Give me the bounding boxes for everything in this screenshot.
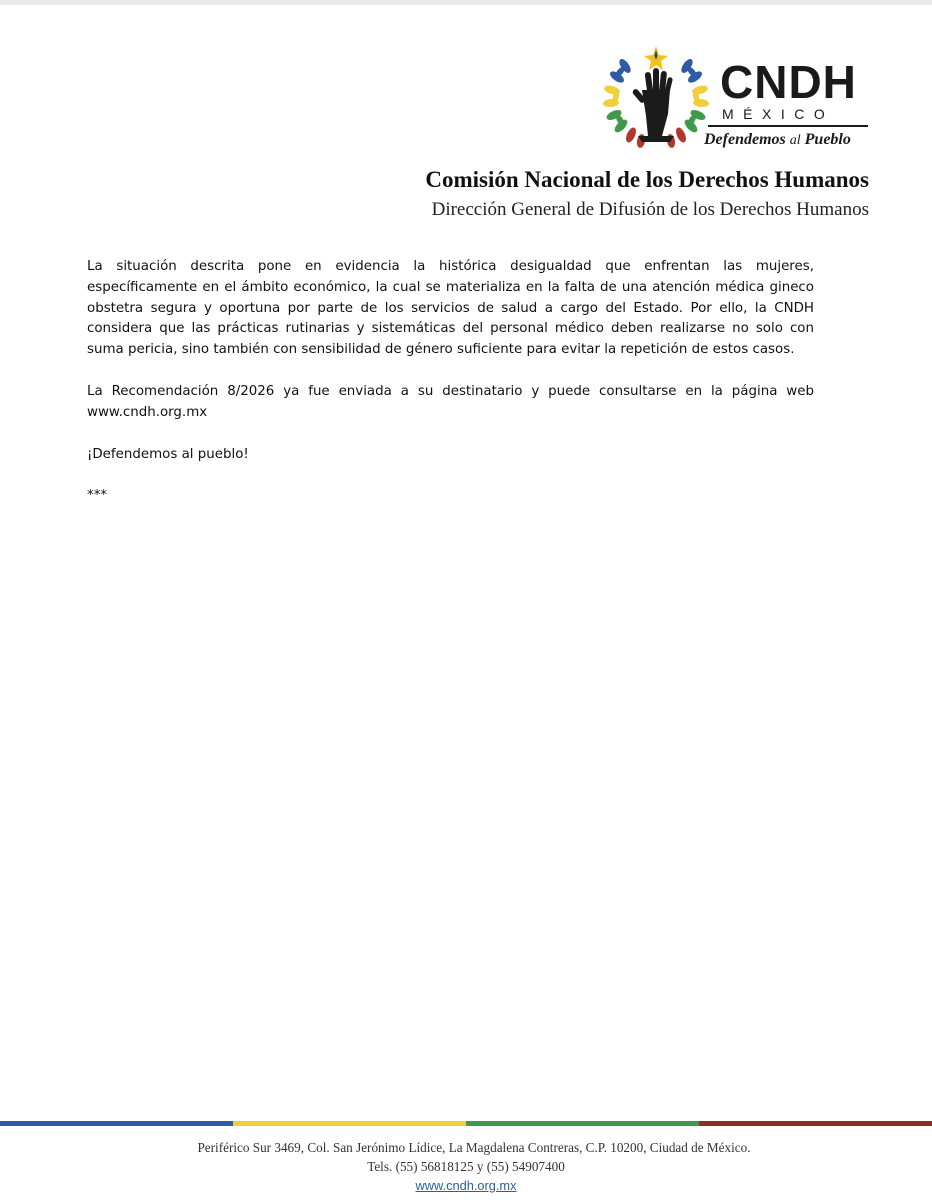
color-bar-segment (699, 1121, 932, 1126)
footer-address: Periférico Sur 3469, Col. San Jerónimo Lídice, La Magdalena Contreras, C.P. 10200, Ciudad de México. (197, 1140, 751, 1155)
body-paragraph: La Recomendación 8/2026 ya fue enviada a su destinatario y puede consultarse en la página web www.cndh.org.mx (87, 383, 814, 420)
star-icon (644, 46, 668, 70)
page-subtitle: Dirección General de Difusión de los Derechos Humanos (431, 199, 869, 220)
color-bar-segment (466, 1121, 699, 1126)
page-title: Comisión Nacional de los Derechos Humanos (425, 167, 869, 192)
top-edge-shade (0, 0, 932, 5)
footer (0, 1138, 932, 1195)
closing-slogan: ¡Defendemos al pueblo! (87, 446, 249, 462)
body-paragraph: La situación descrita pone en evidencia la histórica desigualdad que enfrentan las mujeres, específicamente en el ámbito económico, la cual se materializa en la falta de una atención médica gineco obstetra segura y oportuna por parte de los servicios de salud a cargo del Estado. Por ello, la CNDH considera que las prácticas rutinarias y sistemáticas del personal médico deben realizarse no solo con suma pericia, sino también con sensibilidad de género suficiente para evitar la repetición de estos casos. (87, 259, 814, 358)
logo-motto (704, 131, 851, 150)
laurel-wreath-emblem-icon (600, 44, 712, 154)
logo-brand-text: CNDH (720, 56, 857, 108)
section-separator: *** (87, 488, 108, 504)
footer-color-bar (0, 1121, 932, 1126)
cndh-logo (596, 44, 872, 154)
footer-phones: Tels. (55) 56818125 y (55) 54907400 (367, 1159, 565, 1174)
logo-motto-word: al (789, 133, 801, 148)
footer-website-link[interactable]: www.cndh.org.mx (415, 1178, 517, 1193)
logo-country-text: MÉXICO (722, 106, 835, 122)
color-bar-segment (233, 1121, 466, 1126)
color-bar-segment (0, 1121, 233, 1126)
logo-motto-word: Pueblo (804, 131, 851, 148)
raised-fist-icon (632, 68, 674, 142)
logo-divider (708, 125, 868, 127)
document-body (87, 257, 814, 528)
logo-motto-word: Defendemos (704, 131, 786, 148)
